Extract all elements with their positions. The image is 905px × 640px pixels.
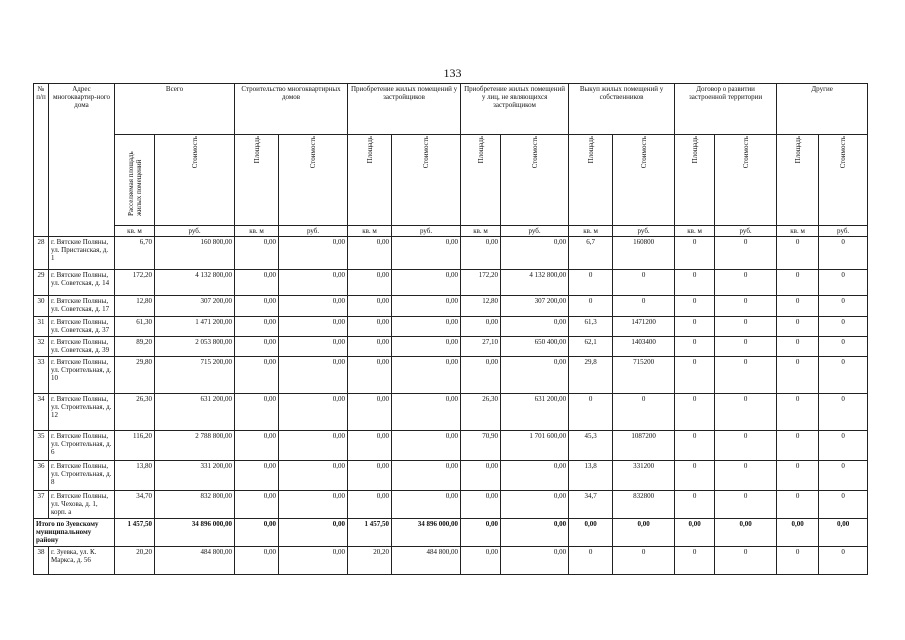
table-row [34,317,868,337]
cell-area: 34,7 [569,491,613,519]
cell-area: 0,00 [569,519,613,547]
header-num: № п/п [34,84,49,237]
cell-area: 172,20 [461,270,501,296]
cell-area: 0,00 [348,237,392,270]
header-group: Строительство многоквартирных домов [235,84,348,135]
unit-cost: руб. [715,226,777,237]
cell-area: 0,00 [461,491,501,519]
cell-area: 0,00 [348,394,392,431]
row-number: 38 [34,547,49,575]
row-number: 30 [34,296,49,317]
cell-area: 172,20 [115,270,155,296]
subheader-cost: Стоимость [309,136,318,169]
table-row [34,491,868,519]
header-group: Всего [115,84,235,135]
cell-cost: 0,00 [392,394,461,431]
cell-area: 0,00 [235,270,279,296]
cell-cost: 0 [819,337,868,357]
cell-area: 0,00 [235,296,279,317]
cell-cost: 307 200,00 [155,296,235,317]
cell-area: 6,70 [115,237,155,270]
cell-area: 29,8 [569,357,613,394]
cell-area: 0,00 [461,317,501,337]
cell-cost: 715200 [613,357,675,394]
cell-cost: 34 896 000,00 [392,519,461,547]
cell-cost: 0,00 [392,296,461,317]
row-number: 33 [34,357,49,394]
cell-cost: 0,00 [613,519,675,547]
cell-cost: 0,00 [279,519,348,547]
cell-area: 0 [675,431,715,461]
cell-cost: 0 [715,461,777,491]
subheader-area: Площадь [793,136,802,164]
cell-cost: 0,00 [392,461,461,491]
cell-cost: 0 [819,394,868,431]
page-number: 133 [443,66,462,80]
cell-cost: 0,00 [279,337,348,357]
cell-cost: 0,00 [819,519,868,547]
row-number: 31 [34,317,49,337]
subheader-area: Площадь [365,136,374,164]
table-row [34,296,868,317]
cell-cost: 0 [715,547,777,575]
cell-cost: 484 800,00 [155,547,235,575]
cell-cost: 0 [613,270,675,296]
cell-area: 26,30 [461,394,501,431]
cell-cost: 1 471 200,00 [155,317,235,337]
cell-cost: 2 053 800,00 [155,337,235,357]
cell-area: 0 [777,296,819,317]
cell-area: 1 457,50 [348,519,392,547]
cell-area: 0 [777,491,819,519]
cell-cost: 2 788 800,00 [155,431,235,461]
subheader-cell [279,135,348,226]
cell-area: 0 [675,394,715,431]
cell-area: 0 [569,394,613,431]
cell-cost: 4 132 800,00 [501,270,569,296]
cell-area: 0,00 [348,270,392,296]
cell-area: 0 [675,237,715,270]
cell-cost: 0 [819,237,868,270]
cell-area: 1 457,50 [115,519,155,547]
cell-cost: 160800 [613,237,675,270]
subheader-cost: Стоимость [422,136,431,169]
row-address: г. Вятские Поляны, ул. Строительная, д. 10 [49,357,115,394]
cell-cost: 650 400,00 [501,337,569,357]
subheader-area: Площадь [586,136,595,164]
cell-cost: 34 896 000,00 [155,519,235,547]
cell-cost: 0 [715,394,777,431]
cell-area: 12,80 [461,296,501,317]
cell-area: 0 [777,394,819,431]
cell-cost: 0,00 [501,461,569,491]
cell-area: 13,80 [115,461,155,491]
cell-area: 0 [675,357,715,394]
unit-cost: руб. [613,226,675,237]
cell-area: 0 [777,270,819,296]
table-row [34,237,868,270]
cell-cost: 0 [819,357,868,394]
cell-area: 0,00 [235,519,279,547]
row-address: г. Вятские Поляны, ул. Советская, д. 17 [49,296,115,317]
cell-area: 0 [569,547,613,575]
unit-cost: руб. [155,226,235,237]
cell-cost: 0 [819,547,868,575]
cell-area: 0,00 [235,237,279,270]
cell-cost: 0,00 [501,357,569,394]
cell-cost: 160 800,00 [155,237,235,270]
cell-area: 0 [675,317,715,337]
cell-cost: 631 200,00 [501,394,569,431]
table-row [34,394,868,431]
subheader-cell [235,135,279,226]
cell-area: 0 [569,296,613,317]
cell-area: 0,00 [235,491,279,519]
cell-cost: 0 [613,547,675,575]
table-row [34,270,868,296]
unit-area: кв. м [461,226,501,237]
header-group: Выкуп жилых помещений у собственников [569,84,675,135]
unit-area: кв. м [235,226,279,237]
subheader-resettled-area: Расселяемая площадь жилых помещений [126,151,143,216]
row-number: 37 [34,491,49,519]
cell-area: 0 [777,547,819,575]
cell-cost: 0 [715,357,777,394]
cell-cost: 0 [819,317,868,337]
unit-cost: руб. [819,226,868,237]
subheader-cell [819,135,868,226]
cell-cost: 0 [715,296,777,317]
cell-cost: 715 200,00 [155,357,235,394]
cell-area: 0,00 [348,296,392,317]
subheader-cell [569,135,613,226]
row-address: г. Вятские Поляны, ул. Советская, д. 37 [49,317,115,337]
cell-cost: 0,00 [279,394,348,431]
cell-area: 0,00 [461,519,501,547]
table-row [34,547,868,575]
cell-cost: 0,00 [501,519,569,547]
cell-cost: 331 200,00 [155,461,235,491]
cell-area: 62,1 [569,337,613,357]
cell-cost: 0 [613,296,675,317]
row-address: г. Зуевка, ул. К. Маркса, д. 56 [49,547,115,575]
cell-cost: 0,00 [392,317,461,337]
header-group: Другие [777,84,868,135]
header-group-row [34,84,868,135]
cell-area: 0,00 [348,357,392,394]
cell-cost: 0 [819,431,868,461]
subheader-cell [392,135,461,226]
subheader-area: Площадь [252,136,261,164]
unit-area: кв. м [348,226,392,237]
subheader-area: Площадь [476,136,485,164]
subheader-cost: Стоимость [839,136,848,169]
row-number: 28 [34,237,49,270]
row-address: г. Вятские Поляны, ул. Строительная, д. 12 [49,394,115,431]
cell-area: 0 [675,491,715,519]
cell-area: 45,3 [569,431,613,461]
cell-area: 0 [675,337,715,357]
table-row [34,357,868,394]
header-address: Адрес многоквартир-ного дома [49,84,115,237]
cell-cost: 1087200 [613,431,675,461]
cell-area: 0,00 [348,337,392,357]
cell-area: 20,20 [115,547,155,575]
row-number: 34 [34,394,49,431]
unit-area: кв. м [777,226,819,237]
cell-cost: 0 [715,491,777,519]
total-label: Итого по Зуевскому муниципальному району [34,519,115,547]
cell-cost: 832800 [613,491,675,519]
cell-cost: 0,00 [501,237,569,270]
cell-cost: 0,00 [392,237,461,270]
cell-area: 6,7 [569,237,613,270]
row-number: 32 [34,337,49,357]
cell-area: 0 [675,547,715,575]
cell-cost: 0,00 [392,270,461,296]
cell-area: 34,70 [115,491,155,519]
row-address: г. Вятские Поляны, ул. Строительная, д. 8 [49,461,115,491]
cell-cost: 0,00 [392,491,461,519]
cell-area: 0,00 [235,337,279,357]
cell-area: 0,00 [461,547,501,575]
row-address: г. Вятские Поляны, ул. Чехова, д. 1, корп. а [49,491,115,519]
unit-cost: руб. [279,226,348,237]
header-group: Приобретение жилых помещений у застройщиков [348,84,461,135]
cell-area: 0 [675,270,715,296]
cell-cost: 832 800,00 [155,491,235,519]
subheader-cell [613,135,675,226]
cell-area: 0 [777,337,819,357]
cell-cost: 0,00 [279,461,348,491]
cell-cost: 1403400 [613,337,675,357]
cell-area: 0 [777,357,819,394]
cell-cost: 0 [715,237,777,270]
cell-cost: 0,00 [392,431,461,461]
cell-area: 0,00 [348,461,392,491]
cell-area: 61,30 [115,317,155,337]
cell-area: 27,10 [461,337,501,357]
subheader-cell [155,135,235,226]
cell-area: 0 [675,461,715,491]
units-row [34,226,868,237]
subheader-cell [115,135,155,226]
row-address: г. Вятские Поляны, ул. Советская, д. 14 [49,270,115,296]
cell-area: 0 [777,461,819,491]
header-group: Договор о развитии застроенной территории [675,84,777,135]
cell-cost: 0 [715,270,777,296]
cell-cost: 4 132 800,00 [155,270,235,296]
cell-cost: 1 701 600,00 [501,431,569,461]
subheader-cost: Стоимость [530,136,539,169]
cell-cost: 0 [715,431,777,461]
cell-cost: 0 [819,270,868,296]
unit-area: кв. м [115,226,155,237]
cell-area: 0,00 [348,491,392,519]
cell-area: 0 [777,317,819,337]
cell-cost: 0,00 [279,547,348,575]
cell-area: 0,00 [235,394,279,431]
cell-cost: 0 [613,394,675,431]
cell-area: 0,00 [675,519,715,547]
cell-area: 0,00 [235,431,279,461]
unit-area: кв. м [569,226,613,237]
cell-cost: 0,00 [715,519,777,547]
cell-cost: 0,00 [279,491,348,519]
subheader-cost: Стоимость [639,136,648,169]
row-number: 36 [34,461,49,491]
cell-cost: 0 [715,337,777,357]
subheader-cell [675,135,715,226]
cell-cost: 0 [819,296,868,317]
cell-area: 0,00 [461,357,501,394]
cell-cost: 0,00 [392,357,461,394]
cell-cost: 0,00 [279,431,348,461]
subheader-cell [461,135,501,226]
cell-cost: 0,00 [279,237,348,270]
table-row [34,337,868,357]
row-number: 29 [34,270,49,296]
row-number: 35 [34,431,49,461]
cell-area: 89,20 [115,337,155,357]
cell-area: 0,00 [235,461,279,491]
subheader-cell [715,135,777,226]
cell-area: 0 [777,431,819,461]
cell-area: 0 [777,237,819,270]
row-address: г. Вятские Поляны, ул. Пристанская, д. 1 [49,237,115,270]
subheader-cell [348,135,392,226]
cell-area: 0,00 [235,317,279,337]
table-row [34,461,868,491]
cell-area: 12,80 [115,296,155,317]
subheader-cost: Стоимость [741,136,750,169]
cell-area: 29,80 [115,357,155,394]
cell-cost: 0,00 [501,491,569,519]
cell-area: 0,00 [461,237,501,270]
cell-area: 0,00 [348,431,392,461]
row-address: г. Вятские Поляны, ул. Строительная, д. 6 [49,431,115,461]
cell-cost: 0,00 [501,547,569,575]
cell-area: 0,00 [235,357,279,394]
cell-cost: 0 [715,317,777,337]
cell-cost: 0,00 [279,270,348,296]
header-group: Приобретение жилых помещений у лиц, не являющихся застройщиком [461,84,569,135]
cell-cost: 631 200,00 [155,394,235,431]
housing-table [33,83,868,575]
cell-cost: 0,00 [279,296,348,317]
cell-area: 61,3 [569,317,613,337]
cell-area: 13,8 [569,461,613,491]
cell-area: 0,00 [235,547,279,575]
cell-cost: 0,00 [279,317,348,337]
subheader-cost: Стоимость [190,136,199,169]
total-row [34,519,868,547]
cell-cost: 0 [819,461,868,491]
cell-area: 70,90 [461,431,501,461]
subheader-cell [501,135,569,226]
unit-area: кв. м [675,226,715,237]
cell-cost: 0,00 [392,337,461,357]
cell-area: 26,30 [115,394,155,431]
cell-area: 20,20 [348,547,392,575]
subheader-cell [777,135,819,226]
header-sub-row [34,135,868,226]
subheader-area: Площадь [690,136,699,164]
cell-cost: 484 800,00 [392,547,461,575]
cell-area: 0,00 [461,461,501,491]
unit-cost: руб. [392,226,461,237]
table-row [34,431,868,461]
cell-area: 0,00 [348,317,392,337]
cell-cost: 0,00 [279,357,348,394]
cell-cost: 307 200,00 [501,296,569,317]
unit-cost: руб. [501,226,569,237]
cell-cost: 1471200 [613,317,675,337]
cell-area: 0,00 [777,519,819,547]
cell-area: 0 [569,270,613,296]
cell-cost: 0,00 [501,317,569,337]
cell-area: 116,20 [115,431,155,461]
cell-cost: 0 [819,491,868,519]
cell-cost: 331200 [613,461,675,491]
row-address: г. Вятские Поляны, ул. Советская, д. 39 [49,337,115,357]
cell-area: 0 [675,296,715,317]
